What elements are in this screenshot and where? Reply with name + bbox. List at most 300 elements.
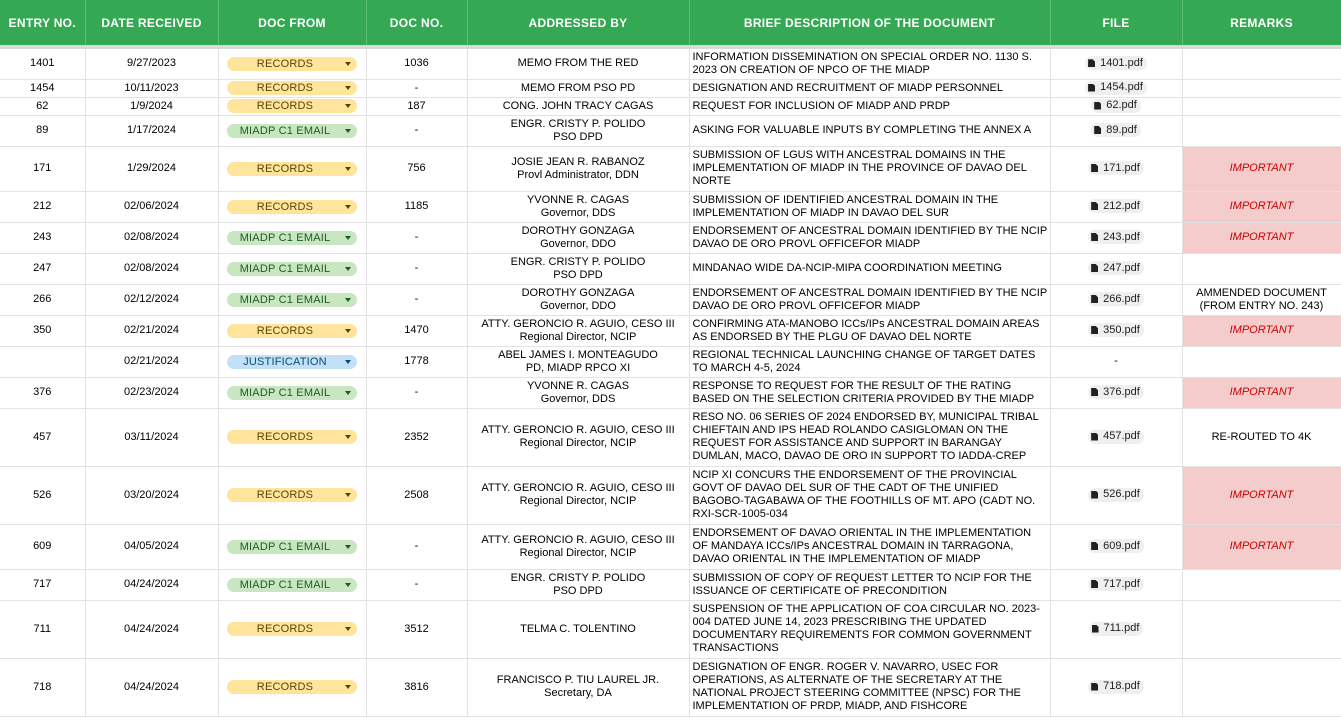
doc-from-dropdown[interactable] [227,386,357,400]
addressed-by-name: ENGR. CRISTY P. POLIDO [510,117,646,130]
doc-from-dropdown[interactable] [227,680,357,694]
addressed-by-title: Regional Director, NCIP [519,330,637,343]
cell-doc-from[interactable] [218,253,366,284]
cell-date-received[interactable]: 02/21/2024 [85,315,218,346]
chevron-down-icon[interactable] [345,627,351,631]
cell-file[interactable] [1050,524,1182,569]
cell-entry-no[interactable]: 62 [0,97,85,115]
cell-file[interactable] [1050,569,1182,600]
cell-remarks[interactable] [1182,115,1341,146]
cell-remarks[interactable] [1182,346,1341,377]
file-icon [1091,326,1098,334]
cell-description[interactable]: REQUEST FOR INCLUSION OF MIADP AND PRDP [689,97,1050,115]
doc-from-dropdown[interactable] [227,262,357,276]
cell-file[interactable] [1050,466,1182,524]
file-icon [1091,295,1098,303]
file-icon [1091,491,1098,499]
addressed-by-name: YVONNE R. CAGAS [526,193,630,206]
cell-date-received[interactable]: 02/21/2024 [85,346,218,377]
file-chip[interactable] [1088,385,1144,399]
cell-doc-no[interactable]: 2508 [366,466,467,524]
addressed-by-title: Governor, DDO [540,299,616,312]
cell-date-received[interactable]: 10/11/2023 [85,79,218,97]
doc-from-label: RECORDS [256,431,314,443]
file-icon [1091,388,1098,396]
cell-file[interactable] [1050,97,1182,115]
doc-from-label: MIADP C1 EMAIL [239,293,331,306]
doc-from-label: RECORDS [256,324,314,337]
cell-file[interactable] [1050,79,1182,97]
table-row [0,408,1341,466]
cell-entry-no[interactable]: 609 [0,524,85,569]
file-name: 526.pdf [1103,488,1140,500]
table-row [0,79,1341,97]
cell-description[interactable]: RESO NO. 06 SERIES OF 2024 ENDORSED BY, MUNICIPAL TRIBAL CHIEFTAIN AND IPS HEAD ROLANDO CASIGLOMAN ON THE REQUEST FOR ASSISTANCE AND SUPPORT IN BARANGAY DUMLAN, MACO, DAVAO DE ORO IN SUPPORT TO IADDA-CREP [689,408,1050,466]
cell-doc-from[interactable] [218,466,366,524]
table-row [0,191,1341,222]
header-doc-no[interactable]: DOC NO. [366,0,467,47]
doc-from-label: MIADP C1 EMAIL [239,540,331,553]
addressed-by-title: Governor, DDS [540,206,616,219]
file-icon [1091,683,1098,691]
cell-doc-no[interactable]: - [366,253,467,284]
doc-from-dropdown[interactable] [227,200,357,214]
file-name: 711.pdf [1103,622,1140,634]
cell-file[interactable] [1050,146,1182,191]
cell-entry-no[interactable]: 247 [0,253,85,284]
cell-description[interactable]: ASKING FOR VALUABLE INPUTS BY COMPLETING THE ANNEX A [689,115,1050,146]
file-chip[interactable] [1088,261,1144,275]
header-entry-no[interactable]: ENTRY NO. [0,0,85,47]
cell-file[interactable] [1050,253,1182,284]
doc-from-label: RECORDS [256,100,314,112]
cell-remarks[interactable] [1182,97,1341,115]
file-icon [1094,126,1101,134]
doc-from-label: RECORDS [256,623,314,635]
table-row [0,315,1341,346]
table-row [0,146,1341,191]
addressed-by-name: FRANCISCO P. TIU LAUREL JR. [496,674,660,686]
cell-description[interactable]: MINDANAO WIDE DA-NCIP-MIPA COORDINATION MEETING [689,253,1050,284]
cell-remarks[interactable] [1182,569,1341,600]
cell-description[interactable]: CONFIRMING ATA-MANOBO ICCs/IPs ANCESTRAL DOMAIN AREAS AS ENDORSED BY THE PLGU OF DAVAO DEL NORTE [689,315,1050,346]
addressed-by-name: ATTY. GERONCIO R. AGUIO, CESO III [481,533,675,546]
cell-addressed-by[interactable] [467,524,689,569]
doc-from-dropdown[interactable] [227,540,357,554]
addressed-by-title: Regional Director, NCIP [519,437,637,449]
cell-remarks[interactable] [1182,47,1341,79]
addressed-by-name: ATTY. GERONCIO R. AGUIO, CESO III [481,317,675,330]
addressed-by-title: Governor, DDS [540,392,616,405]
chevron-down-icon[interactable] [345,360,351,364]
cell-addressed-by[interactable] [467,600,689,658]
file-name: 717.pdf [1103,577,1140,590]
table-row [0,115,1341,146]
doc-from-label: MIADP C1 EMAIL [239,578,331,591]
doc-from-dropdown[interactable] [227,430,357,444]
cell-addressed-by[interactable] [467,315,689,346]
cell-description[interactable]: INFORMATION DISSEMINATION ON SPECIAL ORDER NO. 1130 S. 2023 ON CREATION OF NPCO OF THE MIADP [689,47,1050,79]
cell-entry-no[interactable]: 718 [0,658,85,716]
doc-from-label: RECORDS [256,681,314,693]
file-chip[interactable] [1091,123,1141,137]
cell-description[interactable]: SUBMISSION OF COPY OF REQUEST LETTER TO NCIP FOR THE ISSUANCE OF CERTIFICATE OF PRECONDITION [689,569,1050,600]
cell-doc-from[interactable] [218,97,366,115]
file-icon [1094,102,1101,110]
cell-date-received[interactable]: 9/27/2023 [85,47,218,79]
cell-date-received[interactable]: 02/23/2024 [85,377,218,408]
cell-entry-no[interactable]: 1401 [0,47,85,79]
addressed-by-name: ATTY. GERONCIO R. AGUIO, CESO III [481,424,675,436]
cell-doc-from[interactable] [218,524,366,569]
file-chip[interactable] [1085,56,1147,70]
addressed-by-title: PSO DPD [553,268,603,281]
doc-from-dropdown[interactable] [227,488,357,502]
cell-entry-no[interactable]: 526 [0,466,85,524]
cell-entry-no[interactable]: 266 [0,284,85,315]
cell-description[interactable]: ENDORSEMENT OF ANCESTRAL DOMAIN IDENTIFIED BY THE NCIP DAVAO DE ORO PROVL OFFICEFOR MIADP [689,222,1050,253]
file-chip[interactable] [1088,199,1144,213]
table-body [0,47,1341,716]
file-name: 609.pdf [1103,539,1140,552]
cell-remarks[interactable]: IMPORTANT [1182,315,1341,346]
cell-doc-from[interactable] [218,79,366,97]
file-chip[interactable] [1088,230,1144,244]
chevron-down-icon[interactable] [345,62,351,66]
chevron-down-icon[interactable] [345,267,351,271]
table-row [0,466,1341,524]
file-chip[interactable] [1088,161,1144,175]
chevron-down-icon[interactable] [345,129,351,133]
file-icon [1091,164,1098,172]
cell-description[interactable]: REGIONAL TECHNICAL LAUNCHING CHANGE OF TARGET DATES TO MARCH 4-5, 2024 [689,346,1050,377]
cell-doc-no[interactable]: - [366,284,467,315]
cell-addressed-by[interactable] [467,191,689,222]
cell-doc-no[interactable]: - [366,377,467,408]
doc-from-dropdown[interactable] [227,81,357,95]
chevron-down-icon[interactable] [345,329,351,333]
cell-date-received[interactable]: 03/11/2024 [85,408,218,466]
cell-date-received[interactable]: 04/24/2024 [85,569,218,600]
file-icon [1088,59,1095,67]
cell-date-received[interactable]: 04/24/2024 [85,600,218,658]
cell-addressed-by[interactable] [467,466,689,524]
cell-addressed-by[interactable] [467,222,689,253]
table-row [0,377,1341,408]
cell-file[interactable] [1050,600,1182,658]
doc-from-dropdown[interactable] [227,231,357,245]
chevron-down-icon[interactable] [345,391,351,395]
file-chip[interactable] [1088,430,1144,444]
header-addressed-by[interactable]: ADDRESSED BY [467,0,689,47]
cell-doc-from[interactable] [218,315,366,346]
cell-description[interactable]: NCIP XI CONCURS THE ENDORSEMENT OF THE PROVINCIAL GOVT OF DAVAO DEL SUR OF THE CADT OF THE UNIFIED BAGOBO-TAGABAWA OF THE FOOTHILLS OF MT. APO (CADT NO. RXI-SCR-1005-034 [689,466,1050,524]
header-doc-from[interactable]: DOC FROM [218,0,366,47]
cell-file[interactable] [1050,346,1182,377]
addressed-by-name: ENGR. CRISTY P. POLIDO [510,255,646,268]
cell-remarks[interactable] [1182,79,1341,97]
cell-entry-no[interactable]: 376 [0,377,85,408]
cell-doc-no[interactable]: 2352 [366,408,467,466]
cell-doc-no[interactable]: 1036 [366,47,467,79]
cell-description[interactable]: DESIGNATION OF ENGR. ROGER V. NAVARRO, USEC FOR OPERATIONS, AS ALTERNATE OF THE SECRETARY AT THE NATIONAL PROJECT STEERING COMMITTEE (NPSC) FOR THE IMPLEMENTATION OF PRDP, MIADP, AND FISHCORE [689,658,1050,716]
addressed-by-title: Provl Administrator, DDN [517,168,639,181]
cell-remarks[interactable]: RE-ROUTED TO 4K [1182,408,1341,466]
cell-doc-no[interactable]: 187 [366,97,467,115]
addressed-by-name: CONG. JOHN TRACY CAGAS [502,99,654,112]
cell-remarks[interactable] [1182,600,1341,658]
file-chip[interactable] [1091,99,1141,113]
addressed-by-name: MEMO FROM PSO PD [520,81,636,94]
cell-doc-from[interactable] [218,222,366,253]
cell-remarks[interactable]: AMMENDED DOCUMENT (FROM ENTRY NO. 243) [1182,284,1341,315]
cell-doc-no[interactable]: - [366,222,467,253]
cell-addressed-by[interactable] [467,79,689,97]
cell-doc-no[interactable]: - [366,524,467,569]
addressed-by-title: Regional Director, NCIP [519,546,637,559]
cell-file[interactable] [1050,222,1182,253]
cell-date-received[interactable]: 03/20/2024 [85,466,218,524]
cell-entry-no[interactable] [0,346,85,377]
cell-addressed-by[interactable] [467,146,689,191]
cell-doc-no[interactable]: 1185 [366,191,467,222]
cell-date-received[interactable]: 1/17/2024 [85,115,218,146]
file-chip[interactable] [1089,622,1144,636]
cell-doc-from[interactable] [218,47,366,79]
doc-from-label: JUSTIFICATION [243,355,327,368]
chevron-down-icon[interactable] [345,298,351,302]
addressed-by-name: ABEL JAMES I. MONTEAGUDO [498,348,658,361]
header-date-received[interactable]: DATE RECEIVED [85,0,218,47]
addressed-by-title: PSO DPD [553,130,603,143]
addressed-by-name: DOROTHY GONZAGA [521,224,635,237]
cell-description[interactable]: ENDORSEMENT OF DAVAO ORIENTAL IN THE IMPLEMENTATION OF MANDAYA ICCs/IPs ANCESTRAL DOMAIN IN TARRAGONA, DAVAO ORIENTAL IN THE IMPLEMENTATION OF MIADP [689,524,1050,569]
chevron-down-icon[interactable] [345,545,351,549]
cell-doc-from[interactable] [218,146,366,191]
doc-from-dropdown[interactable] [227,57,357,71]
doc-from-dropdown[interactable] [227,622,357,636]
header-file[interactable]: FILE [1050,0,1182,47]
cell-description[interactable]: SUSPENSION OF THE APPLICATION OF COA CIRCULAR NO. 2023-004 DATED JUNE 14, 2023 PRESCRIBING THE UPDATED DOCUMENTARY REQUIREMENTS FOR COMMON GOVERNMENT TRANSACTIONS [689,600,1050,658]
cell-file[interactable] [1050,115,1182,146]
cell-addressed-by[interactable] [467,47,689,79]
file-name: 89.pdf [1106,123,1137,136]
cell-date-received[interactable]: 02/12/2024 [85,284,218,315]
cell-description[interactable]: RESPONSE TO REQUEST FOR THE RESULT OF THE RATING BASED ON THE SELECTION CRITERIA PROVIDED BY THE MIADP [689,377,1050,408]
cell-doc-no[interactable]: - [366,569,467,600]
file-icon [1088,84,1095,92]
doc-from-label: MIADP C1 EMAIL [239,386,331,399]
file-chip[interactable] [1088,488,1144,502]
table-row [0,658,1341,716]
cell-entry-no[interactable]: 212 [0,191,85,222]
cell-doc-no[interactable]: 3816 [366,658,467,716]
cell-remarks[interactable] [1182,253,1341,284]
file-chip[interactable] [1088,292,1144,306]
addressed-by-title: Regional Director, NCIP [519,495,637,507]
doc-from-dropdown[interactable] [227,578,357,592]
header-remarks[interactable]: REMARKS [1182,0,1341,47]
addressed-by-name: DOROTHY GONZAGA [521,286,635,299]
doc-from-dropdown[interactable] [227,162,357,176]
file-name: 457.pdf [1103,430,1140,442]
file-name: 1401.pdf [1100,56,1143,69]
doc-from-label: MIADP C1 EMAIL [239,124,331,137]
cell-addressed-by[interactable] [467,346,689,377]
cell-date-received[interactable]: 04/24/2024 [85,658,218,716]
chevron-down-icon[interactable] [345,205,351,209]
cell-addressed-by[interactable] [467,658,689,716]
table-row [0,97,1341,115]
addressed-by-title: Governor, DDO [540,237,616,250]
doc-from-label: MIADP C1 EMAIL [239,231,331,244]
addressed-by-title: PD, MIADP RPCO XI [525,361,631,374]
file-icon [1091,233,1098,241]
cell-doc-no[interactable]: - [366,79,467,97]
chevron-down-icon[interactable] [345,167,351,171]
cell-addressed-by[interactable] [467,377,689,408]
doc-from-label: RECORDS [256,57,314,70]
file-name: 266.pdf [1103,292,1140,305]
cell-entry-no[interactable]: 350 [0,315,85,346]
file-chip[interactable] [1085,81,1147,95]
file-name: 171.pdf [1103,161,1140,174]
table-row [0,569,1341,600]
cell-date-received[interactable]: 1/9/2024 [85,97,218,115]
chevron-down-icon[interactable] [345,435,351,439]
cell-date-received[interactable]: 02/06/2024 [85,191,218,222]
cell-doc-from[interactable] [218,346,366,377]
cell-file[interactable] [1050,658,1182,716]
doc-from-dropdown[interactable] [227,355,357,369]
cell-addressed-by[interactable] [467,569,689,600]
cell-description[interactable]: SUBMISSION OF LGUS WITH ANCESTRAL DOMAINS IN THE IMPLEMENTATION OF MIADP IN THE PROVINCE OF DAVAO DEL NORTE [689,146,1050,191]
cell-entry-no[interactable]: 243 [0,222,85,253]
cell-doc-from[interactable] [218,569,366,600]
cell-entry-no[interactable]: 457 [0,408,85,466]
cell-date-received[interactable]: 04/05/2024 [85,524,218,569]
cell-doc-from[interactable] [218,284,366,315]
cell-doc-from[interactable] [218,658,366,716]
cell-remarks[interactable] [1182,658,1341,716]
cell-entry-no[interactable]: 711 [0,600,85,658]
file-name: 243.pdf [1103,230,1140,243]
file-chip[interactable] [1088,577,1144,591]
file-icon [1091,202,1098,210]
file-name: 376.pdf [1103,385,1140,398]
chevron-down-icon[interactable] [345,104,351,108]
cell-doc-no[interactable]: 1778 [366,346,467,377]
addressed-by-title: Secretary, DA [544,687,612,699]
cell-doc-no[interactable]: 3512 [366,600,467,658]
cell-doc-from[interactable] [218,191,366,222]
file-name: 718.pdf [1103,680,1140,692]
doc-from-label: RECORDS [256,200,314,213]
doc-from-dropdown[interactable] [227,293,357,307]
file-name: 62.pdf [1106,99,1137,111]
cell-date-received[interactable]: 02/08/2024 [85,222,218,253]
cell-doc-from[interactable] [218,377,366,408]
table-row [0,600,1341,658]
chevron-down-icon[interactable] [345,236,351,240]
table-row [0,253,1341,284]
addressed-by-name: ATTY. GERONCIO R. AGUIO, CESO III [481,482,675,494]
chevron-down-icon[interactable] [345,86,351,90]
table-row [0,222,1341,253]
doc-from-label: MIADP C1 EMAIL [239,262,331,275]
cell-entry-no[interactable]: 717 [0,569,85,600]
cell-entry-no[interactable]: 89 [0,115,85,146]
cell-file[interactable] [1050,191,1182,222]
cell-entry-no[interactable]: 171 [0,146,85,191]
cell-remarks[interactable]: IMPORTANT [1182,222,1341,253]
table-row [0,524,1341,569]
file-icon [1091,264,1098,272]
addressed-by-title: PSO DPD [553,584,603,597]
cell-file[interactable] [1050,408,1182,466]
file-name: 1454.pdf [1100,81,1143,93]
addressed-by-name: TELMA C. TOLENTINO [520,622,636,635]
cell-doc-no[interactable]: - [366,115,467,146]
table-row [0,346,1341,377]
chevron-down-icon[interactable] [345,685,351,689]
file-name: 247.pdf [1103,261,1140,274]
cell-entry-no[interactable]: 1454 [0,79,85,97]
doc-from-label: RECORDS [256,162,314,175]
cell-description[interactable]: ENDORSEMENT OF ANCESTRAL DOMAIN IDENTIFIED BY THE NCIP DAVAO DE ORO PROVL OFFICEFOR MIADP [689,284,1050,315]
chevron-down-icon[interactable] [345,583,351,587]
cell-file[interactable] [1050,315,1182,346]
cell-addressed-by[interactable] [467,253,689,284]
doc-from-dropdown[interactable] [227,99,357,113]
file-chip[interactable] [1088,680,1144,694]
table-row [0,284,1341,315]
cell-file[interactable] [1050,377,1182,408]
doc-from-dropdown[interactable] [227,124,357,138]
cell-date-received[interactable]: 02/08/2024 [85,253,218,284]
file-chip[interactable] [1088,323,1144,337]
cell-doc-no[interactable]: 756 [366,146,467,191]
cell-file[interactable] [1050,284,1182,315]
cell-remarks[interactable]: IMPORTANT [1182,146,1341,191]
cell-description[interactable]: DESIGNATION AND RECRUITMENT OF MIADP PERSONNEL [689,79,1050,97]
cell-description[interactable]: SUBMISSION OF IDENTIFIED ANCESTRAL DOMAIN IN THE IMPLEMENTATION OF MIADP IN DAVAO DEL SUR [689,191,1050,222]
file-chip[interactable] [1088,539,1144,553]
chevron-down-icon[interactable] [345,493,351,497]
cell-addressed-by[interactable] [467,284,689,315]
file-icon [1091,580,1098,588]
cell-remarks[interactable]: IMPORTANT [1182,524,1341,569]
cell-doc-from[interactable] [218,408,366,466]
cell-file[interactable] [1050,47,1182,79]
header-row [0,0,1341,47]
file-name: 350.pdf [1103,323,1140,336]
cell-remarks[interactable]: IMPORTANT [1182,191,1341,222]
cell-doc-from[interactable] [218,115,366,146]
cell-addressed-by[interactable] [467,97,689,115]
addressed-by-name: MEMO FROM THE RED [517,57,639,70]
cell-doc-from[interactable] [218,600,366,658]
cell-remarks[interactable]: IMPORTANT [1182,377,1341,408]
cell-addressed-by[interactable] [467,115,689,146]
cell-doc-no[interactable]: 1470 [366,315,467,346]
cell-addressed-by[interactable] [467,408,689,466]
header-description[interactable]: BRIEF DESCRIPTION OF THE DOCUMENT [689,0,1050,47]
cell-date-received[interactable]: 1/29/2024 [85,146,218,191]
file-name: 212.pdf [1103,199,1140,212]
doc-from-dropdown[interactable] [227,324,357,338]
cell-remarks[interactable]: IMPORTANT [1182,466,1341,524]
